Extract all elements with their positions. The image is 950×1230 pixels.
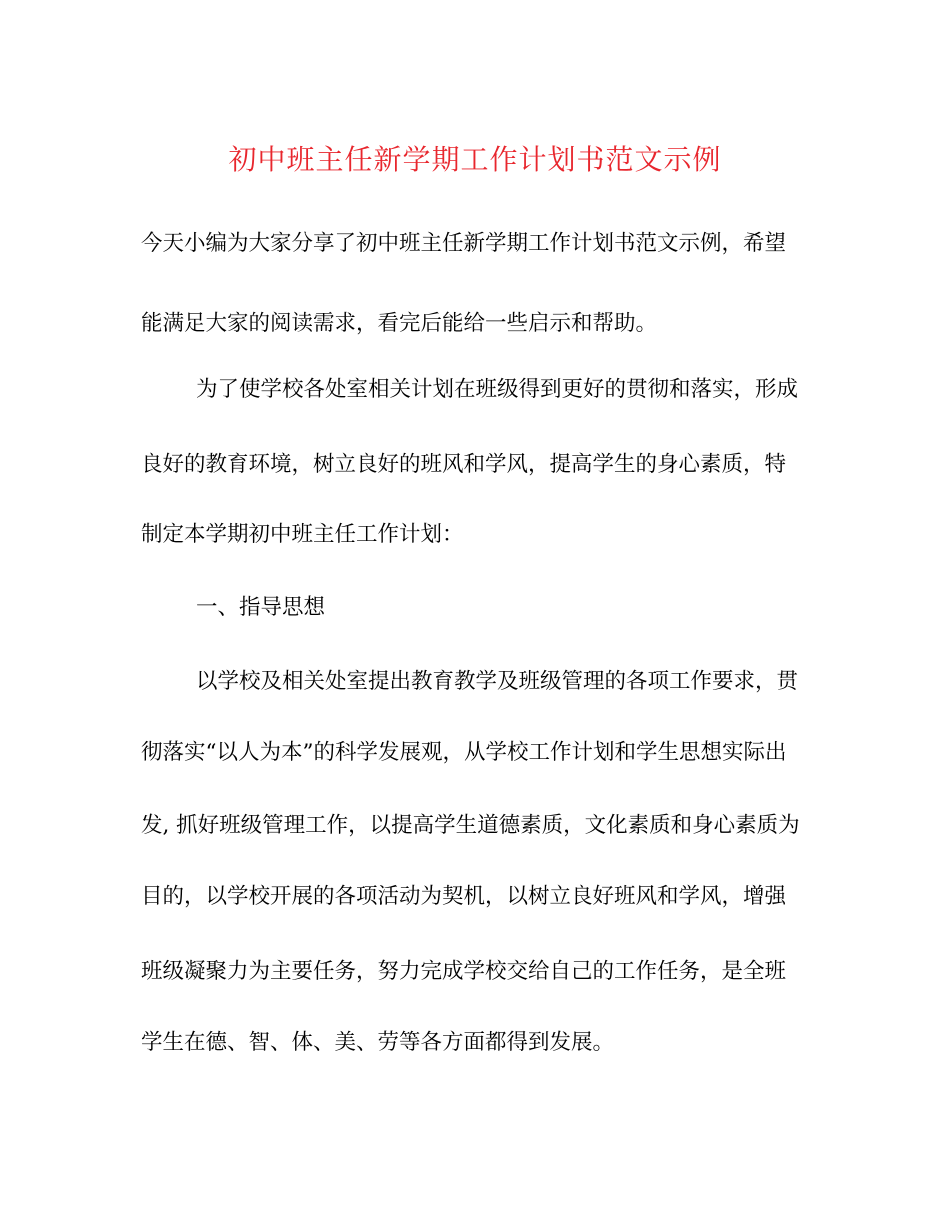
text-line-8: 彻落实“以人为本”的科学发展观，从学校工作计划和学生思想实际出 [141, 740, 787, 765]
text-line-10: 目的，以学校开展的各项活动为契机，以树立良好班风和学风，增强 [141, 884, 787, 909]
text-line-3: 为了使学校各处室相关计划在班级得到更好的贯彻和落实，形成 [196, 377, 799, 402]
text-line-5: 制定本学期初中班主任工作计划： [141, 522, 464, 547]
text-line-2: 能满足大家的阅读需求，看完后能给一些启示和帮助。 [141, 311, 658, 336]
text-line-11: 班级凝聚力为主要任务，努力完成学校交给自己的工作任务，是全班 [141, 959, 787, 984]
text-line-12: 学生在德、智、体、美、劳等各方面都得到发展。 [141, 1030, 615, 1055]
text-line-7: 以学校及相关处室提出教育教学及班级管理的各项工作要求，贯 [196, 669, 799, 694]
document-title: 初中班主任新学期工作计划书范文示例 [228, 143, 722, 176]
text-line-9: 发, 抓好班级管理工作，以提高学生道德素质，文化素质和身心素质为 [141, 813, 800, 838]
text-line-4: 良好的教育环境，树立良好的班风和学风，提高学生的身心素质，特 [141, 452, 787, 477]
section-heading: 一、指导思想 [196, 595, 326, 620]
text-line-1: 今天小编为大家分享了初中班主任新学期工作计划书范文示例，希望 [141, 231, 787, 256]
